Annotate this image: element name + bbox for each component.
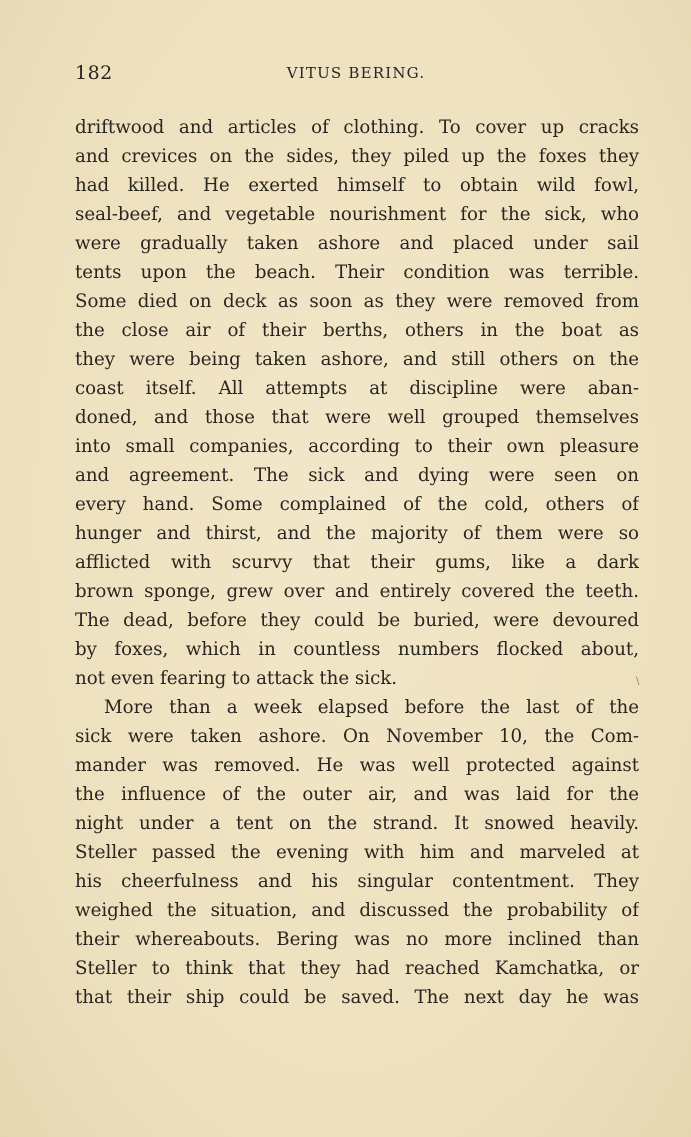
- paragraph-2: [75, 693, 639, 1012]
- text-line: weighed the situation, and discussed the probability of: [75, 900, 639, 921]
- ink-speck: \: [636, 676, 640, 687]
- text-line: coast itself. All attempts at discipline were aban-: [75, 378, 639, 399]
- text-line: into small companies, according to their own pleasure: [75, 436, 639, 457]
- text-line: Some died on deck as soon as they were removed from: [75, 291, 639, 312]
- text-line: Steller to think that they had reached Kamchatka, or: [75, 958, 639, 979]
- text-line: brown sponge, grew over and entirely covered the teeth.: [75, 581, 639, 602]
- text-line: sick were taken ashore. On November 10, the Com-: [75, 726, 639, 747]
- text-line: not even fearing to attack the sick.: [75, 668, 398, 689]
- text-line: his cheerfulness and his singular contentment. They: [75, 871, 639, 892]
- text-line: their whereabouts. Bering was no more inclined than: [75, 929, 639, 950]
- text-line: that their ship could be saved. The next day he was: [75, 987, 639, 1008]
- page-number: 182: [75, 62, 113, 84]
- text-line: tents upon the beach. Their condition was terrible.: [75, 262, 639, 283]
- text-line: they were being taken ashore, and still others on the: [75, 349, 639, 370]
- text-line: night under a tent on the strand. It snowed heavily.: [75, 813, 639, 834]
- text-line: by foxes, which in countless numbers flocked about,: [75, 639, 639, 660]
- text-line: had killed. He exerted himself to obtain wild fowl,: [75, 175, 639, 196]
- text-line: The dead, before they could be buried, were devoured: [75, 610, 639, 631]
- text-line: the influence of the outer air, and was laid for the: [75, 784, 639, 805]
- text-line: the close air of their berths, others in the boat as: [75, 320, 639, 341]
- text-line: doned, and those that were well grouped themselves: [75, 407, 639, 428]
- text-line: hunger and thirst, and the majority of them were so: [75, 523, 639, 544]
- text-line: mander was removed. He was well protected against: [75, 755, 639, 776]
- paragraph-1: [75, 113, 639, 693]
- text-line: every hand. Some complained of the cold, others of: [75, 494, 639, 515]
- text-line: seal-beef, and vegetable nourishment for the sick, who: [75, 204, 639, 225]
- text-line: driftwood and articles of clothing. To cover up cracks: [75, 117, 639, 138]
- text-line: and crevices on the sides, they piled up the foxes they: [75, 146, 639, 167]
- text-line: and agreement. The sick and dying were seen on: [75, 465, 639, 486]
- body-text: [75, 113, 639, 1012]
- text-line: More than a week elapsed before the last of the: [104, 697, 639, 718]
- page-header: [75, 62, 637, 90]
- text-line: afflicted with scurvy that their gums, like a dark: [75, 552, 639, 573]
- text-line: Steller passed the evening with him and marveled at: [75, 842, 639, 863]
- text-line: were gradually taken ashore and placed under sail: [75, 233, 639, 254]
- running-title: VITUS BERING.: [286, 64, 426, 82]
